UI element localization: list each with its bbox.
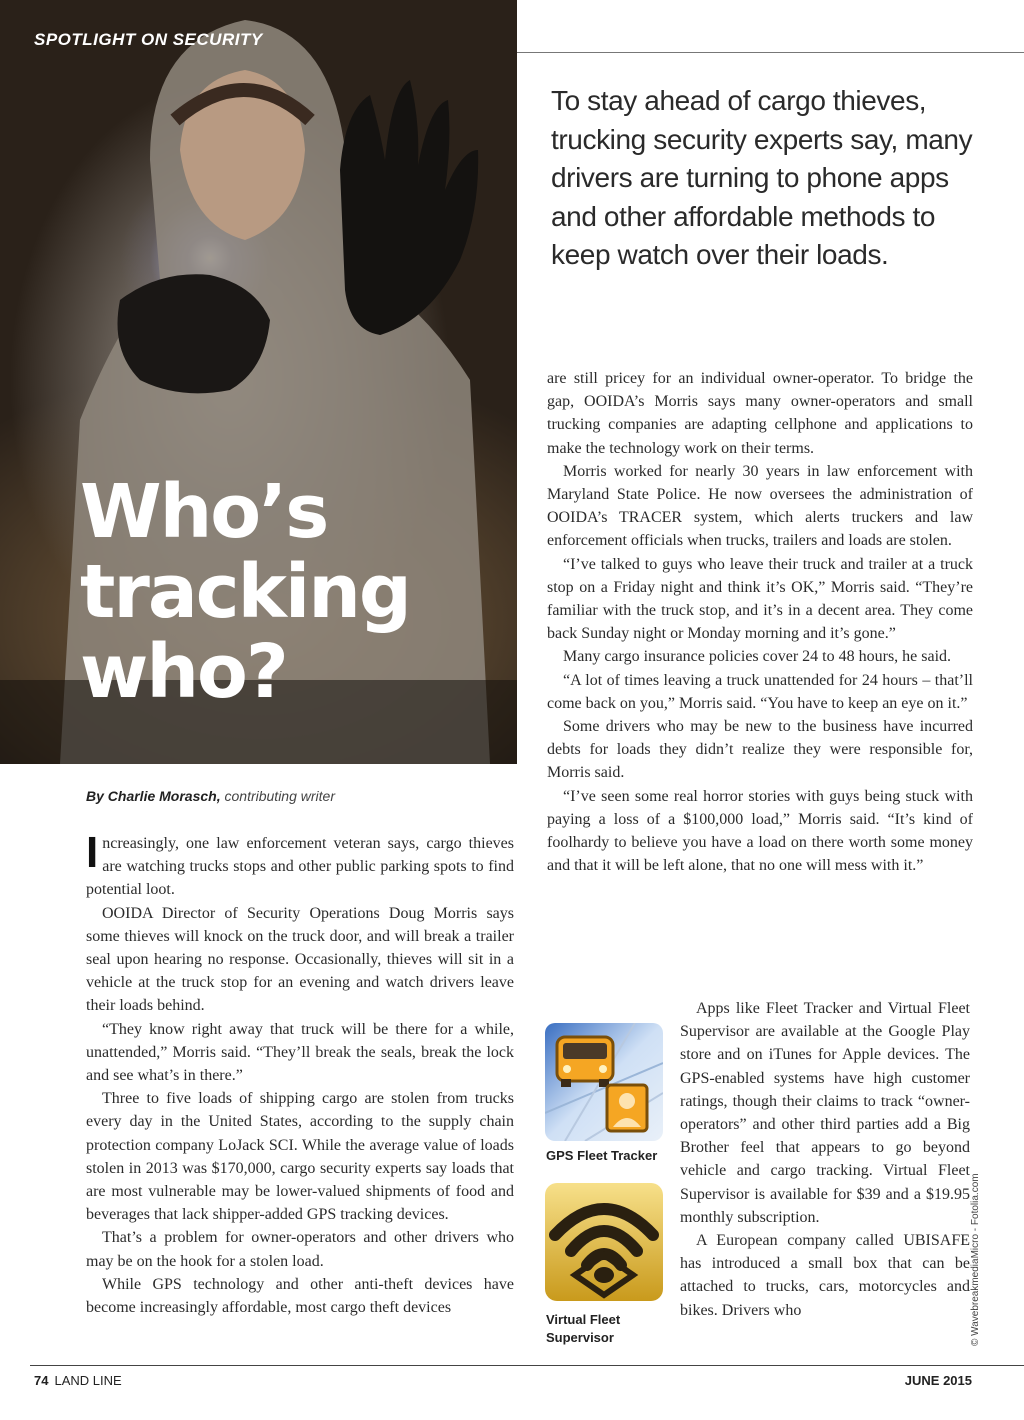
- article-paragraph: Many cargo insurance policies cover 24 to 48 hours, he said.: [563, 648, 952, 666]
- article-paragraph: Apps like Fleet Tracker and Virtual Fleet Supervisor are available at the Google Play store and on iTunes for Apple devices. The GPS-enabled systems have high customer ratings, though their claims to track “owner-operators” and other third parties add a Big Brother feel that appears to go beyond vehicle and cargo tracking. Virtual Fleet Supervisor is available for $39 and a $19.95 monthly subscription.: [680, 1000, 970, 1226]
- issue-date: JUNE 2015: [904, 1373, 972, 1388]
- byline-role: contributing writer: [224, 788, 335, 804]
- magazine-name: LAND LINE: [54, 1373, 122, 1388]
- section-tag: SPOTLIGHT ON SECURITY: [34, 30, 263, 49]
- top-rule: [517, 52, 1024, 53]
- app-caption: GPS Fleet Tracker: [546, 1148, 658, 1163]
- headline: Who’s tracking who?: [80, 469, 410, 715]
- photo-credit: © WavebreakmediaMicro - Fotolia.com: [970, 1173, 981, 1346]
- article-left-column: [86, 828, 514, 1319]
- app-caption: Virtual Fleet Supervisor: [546, 1312, 621, 1345]
- article-paragraph: Morris worked for nearly 30 years in law enforcement with Maryland State Police. He now oversees the administration of OOIDA’s TRACER system, which alerts truckers and law enforcement officials when trucks, trailers and loads are stolen.: [547, 462, 973, 550]
- footer-rule: [30, 1365, 1024, 1366]
- article-right-column: [547, 367, 973, 877]
- article-paragraph: A European company called UBISAFE has introduced a small box that can be attached to trucks, cars, motorcycles and bikes. Drivers who: [680, 1232, 970, 1319]
- hero-photo: [0, 0, 517, 764]
- footer-left: [34, 1373, 122, 1388]
- article-paragraph: “A lot of times leaving a truck unattended for 24 hours – that’ll come back on you,” Morris said. “You have to keep an eye on it.”: [547, 671, 973, 712]
- dropcap: I: [86, 828, 99, 877]
- article-paragraph: Three to five loads of shipping cargo are stolen from trucks every day in the United States, according to the supply chain protection company LoJack SCI. While the average value of loads stolen in 2013 was $170,000, cargo security experts say loads that are most vulnerable may be lower-valued shipments of food and beverages that lack shipper-added GPS tracking devices.: [86, 1090, 514, 1224]
- article-paragraph: That’s a problem for owner-operators and other drivers who may be on the hook for a stolen load.: [86, 1229, 514, 1270]
- article-paragraph: While GPS technology and other anti-theft devices have become increasingly affordable, most cargo theft devices: [86, 1275, 514, 1317]
- article-paragraph: “I’ve talked to guys who leave their truck and trailer at a truck stop on a Friday night and think it’s OK,” Morris said. “They’re familiar with the truck stop, and it’s in a decent area. They come back Sunday night or Monday morning and it’s gone.”: [547, 555, 973, 643]
- article-narrow-column: [680, 997, 970, 1322]
- article-paragraph: OOIDA Director of Security Operations Doug Morris says some thieves will knock on the truck door, and will break a trailer seal upon hearing no response. Occasionally, thieves will sit in a vehicle at the truck stop for an evening and watch drivers leave their loads behind.: [86, 904, 514, 1015]
- byline: [86, 788, 335, 804]
- wifi-eye-icon: [545, 1183, 663, 1301]
- byline-author: By Charlie Morasch,: [86, 788, 221, 804]
- article-paragraph: are still pricey for an individual owner-operator. To bridge the gap, OOIDA’s Morris says many owner-operators and small trucking companies are adapting cellphone and applications to make the technology work on their terms.: [547, 370, 973, 457]
- gps-fleet-tracker-icon: [545, 1023, 663, 1141]
- article-paragraph: “They know right away that truck will be there for a while, unattended,” Morris said. “They’ll break the seals, break the lock and see what’s in there.”: [86, 1020, 514, 1085]
- article-paragraph: Increasingly, one law enforcement veteran says, cargo thieves are watching trucks stops and other public parking spots to find potential loot.: [86, 828, 514, 899]
- article-paragraph: “I’ve seen some real horror stories with guys being stuck with paying a loss of a $100,000 load,” Morris said. “It’s kind of foolhardy to believe you have a load on there worth some money and that it will be left alone, that no one will mess with it.”: [547, 787, 973, 875]
- article-paragraph: Some drivers who may be new to the business have incurred debts for loads they didn’t realize they were responsible for, Morris said.: [547, 718, 973, 782]
- page-number: 74: [34, 1373, 49, 1388]
- deck-text: To stay ahead of cargo thieves, trucking security experts say, many drivers are turning to phone apps and other affordable methods to keep watch over their loads.: [551, 85, 973, 270]
